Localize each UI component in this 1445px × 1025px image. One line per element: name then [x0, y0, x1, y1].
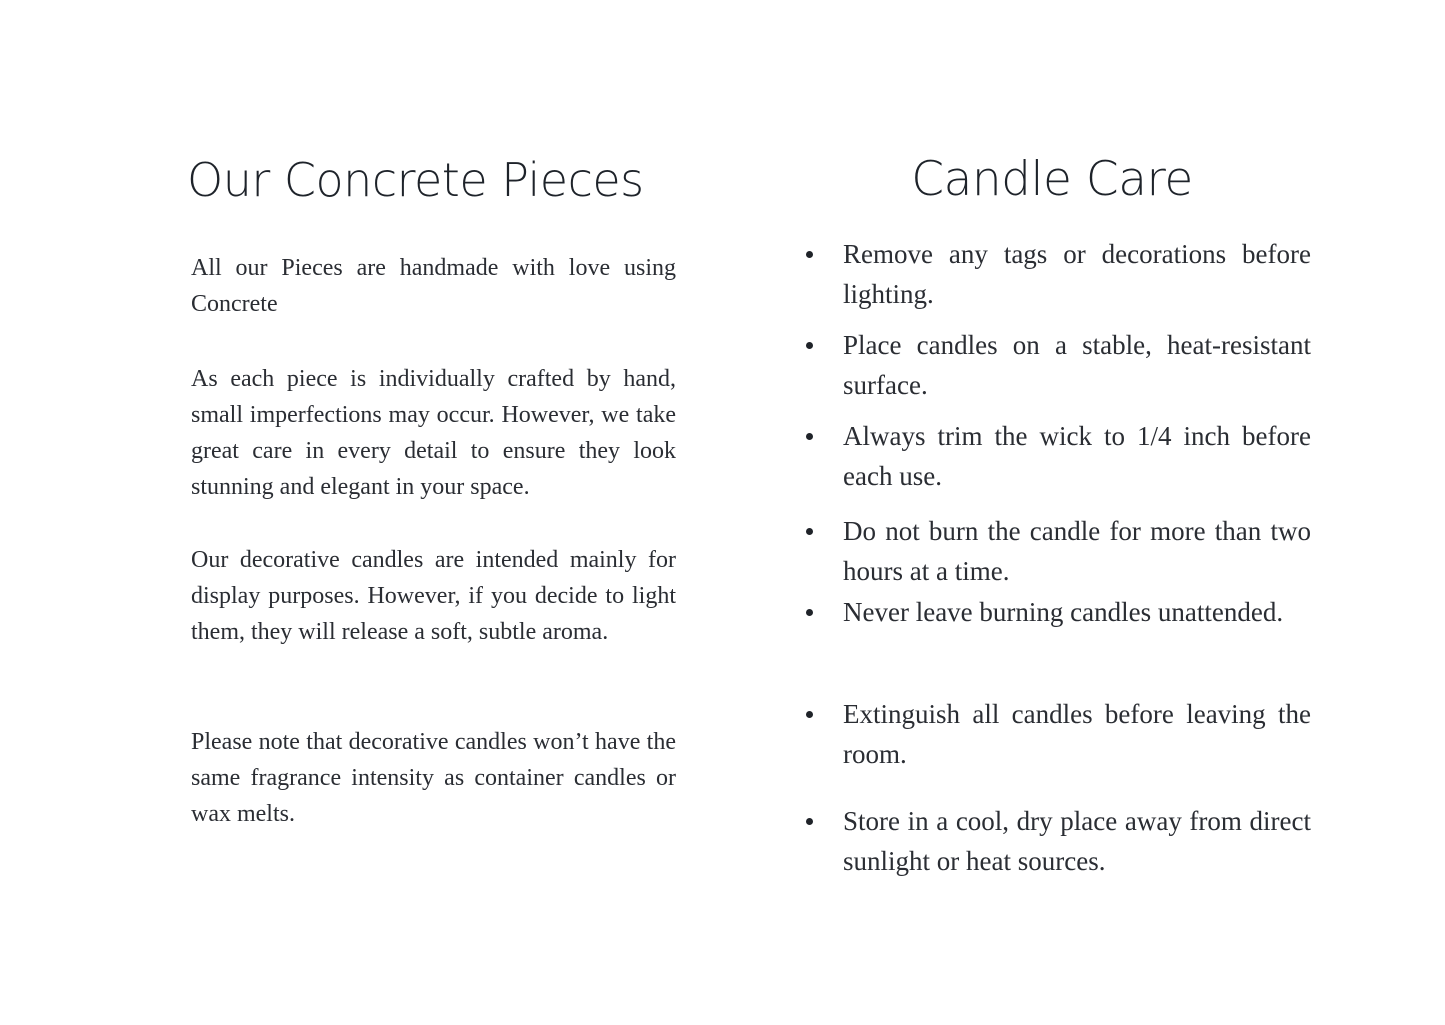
bullet-icon — [806, 342, 813, 349]
care-list-item — [843, 511, 1311, 591]
care-list-item — [843, 325, 1311, 405]
care-list-item — [843, 234, 1311, 314]
bullet-icon — [806, 609, 813, 616]
handmade-imperfections-paragraph: As each piece is individually crafted by hand, small imperfections may occur. However, we take great care in every detail to ensure they look stunning and elegant in your space. — [191, 366, 676, 500]
decorative-candles-paragraph: Our decorative candles are intended mainly for display purposes. However, if you decide to light them, they will release a soft, subtle aroma. — [191, 547, 676, 645]
care-list-item — [843, 592, 1311, 632]
care-list-item — [843, 416, 1311, 496]
fragrance-note-paragraph: Please note that decorative candles won’t have the same fragrance intensity as container candles or wax melts. — [191, 729, 676, 827]
bullet-icon — [806, 818, 813, 825]
care-list-item — [843, 694, 1311, 774]
care-item-text: Extinguish all candles before leaving the room. — [843, 699, 1311, 769]
care-list-item — [843, 801, 1311, 881]
bullet-icon — [806, 711, 813, 718]
bullet-icon — [806, 433, 813, 440]
care-item-text: Store in a cool, dry place away from direct sunlight or heat sources. — [843, 806, 1311, 876]
care-item-text: Place candles on a stable, heat-resistant surface. — [843, 330, 1311, 400]
bullet-icon — [806, 251, 813, 258]
care-item-text: Always trim the wick to 1/4 inch before each use. — [843, 421, 1311, 491]
care-item-text: Never leave burning candles unattended. — [843, 597, 1284, 627]
bullet-icon — [806, 528, 813, 535]
care-item-text: Remove any tags or decorations before lighting. — [843, 239, 1311, 309]
intro-paragraph: All our Pieces are handmade with love using Concrete — [191, 255, 676, 317]
candle-care-title: Candle Care — [911, 152, 1193, 207]
concrete-pieces-title: Our Concrete Pieces — [187, 153, 644, 207]
care-item-text: Do not burn the candle for more than two hours at a time. — [843, 516, 1311, 586]
